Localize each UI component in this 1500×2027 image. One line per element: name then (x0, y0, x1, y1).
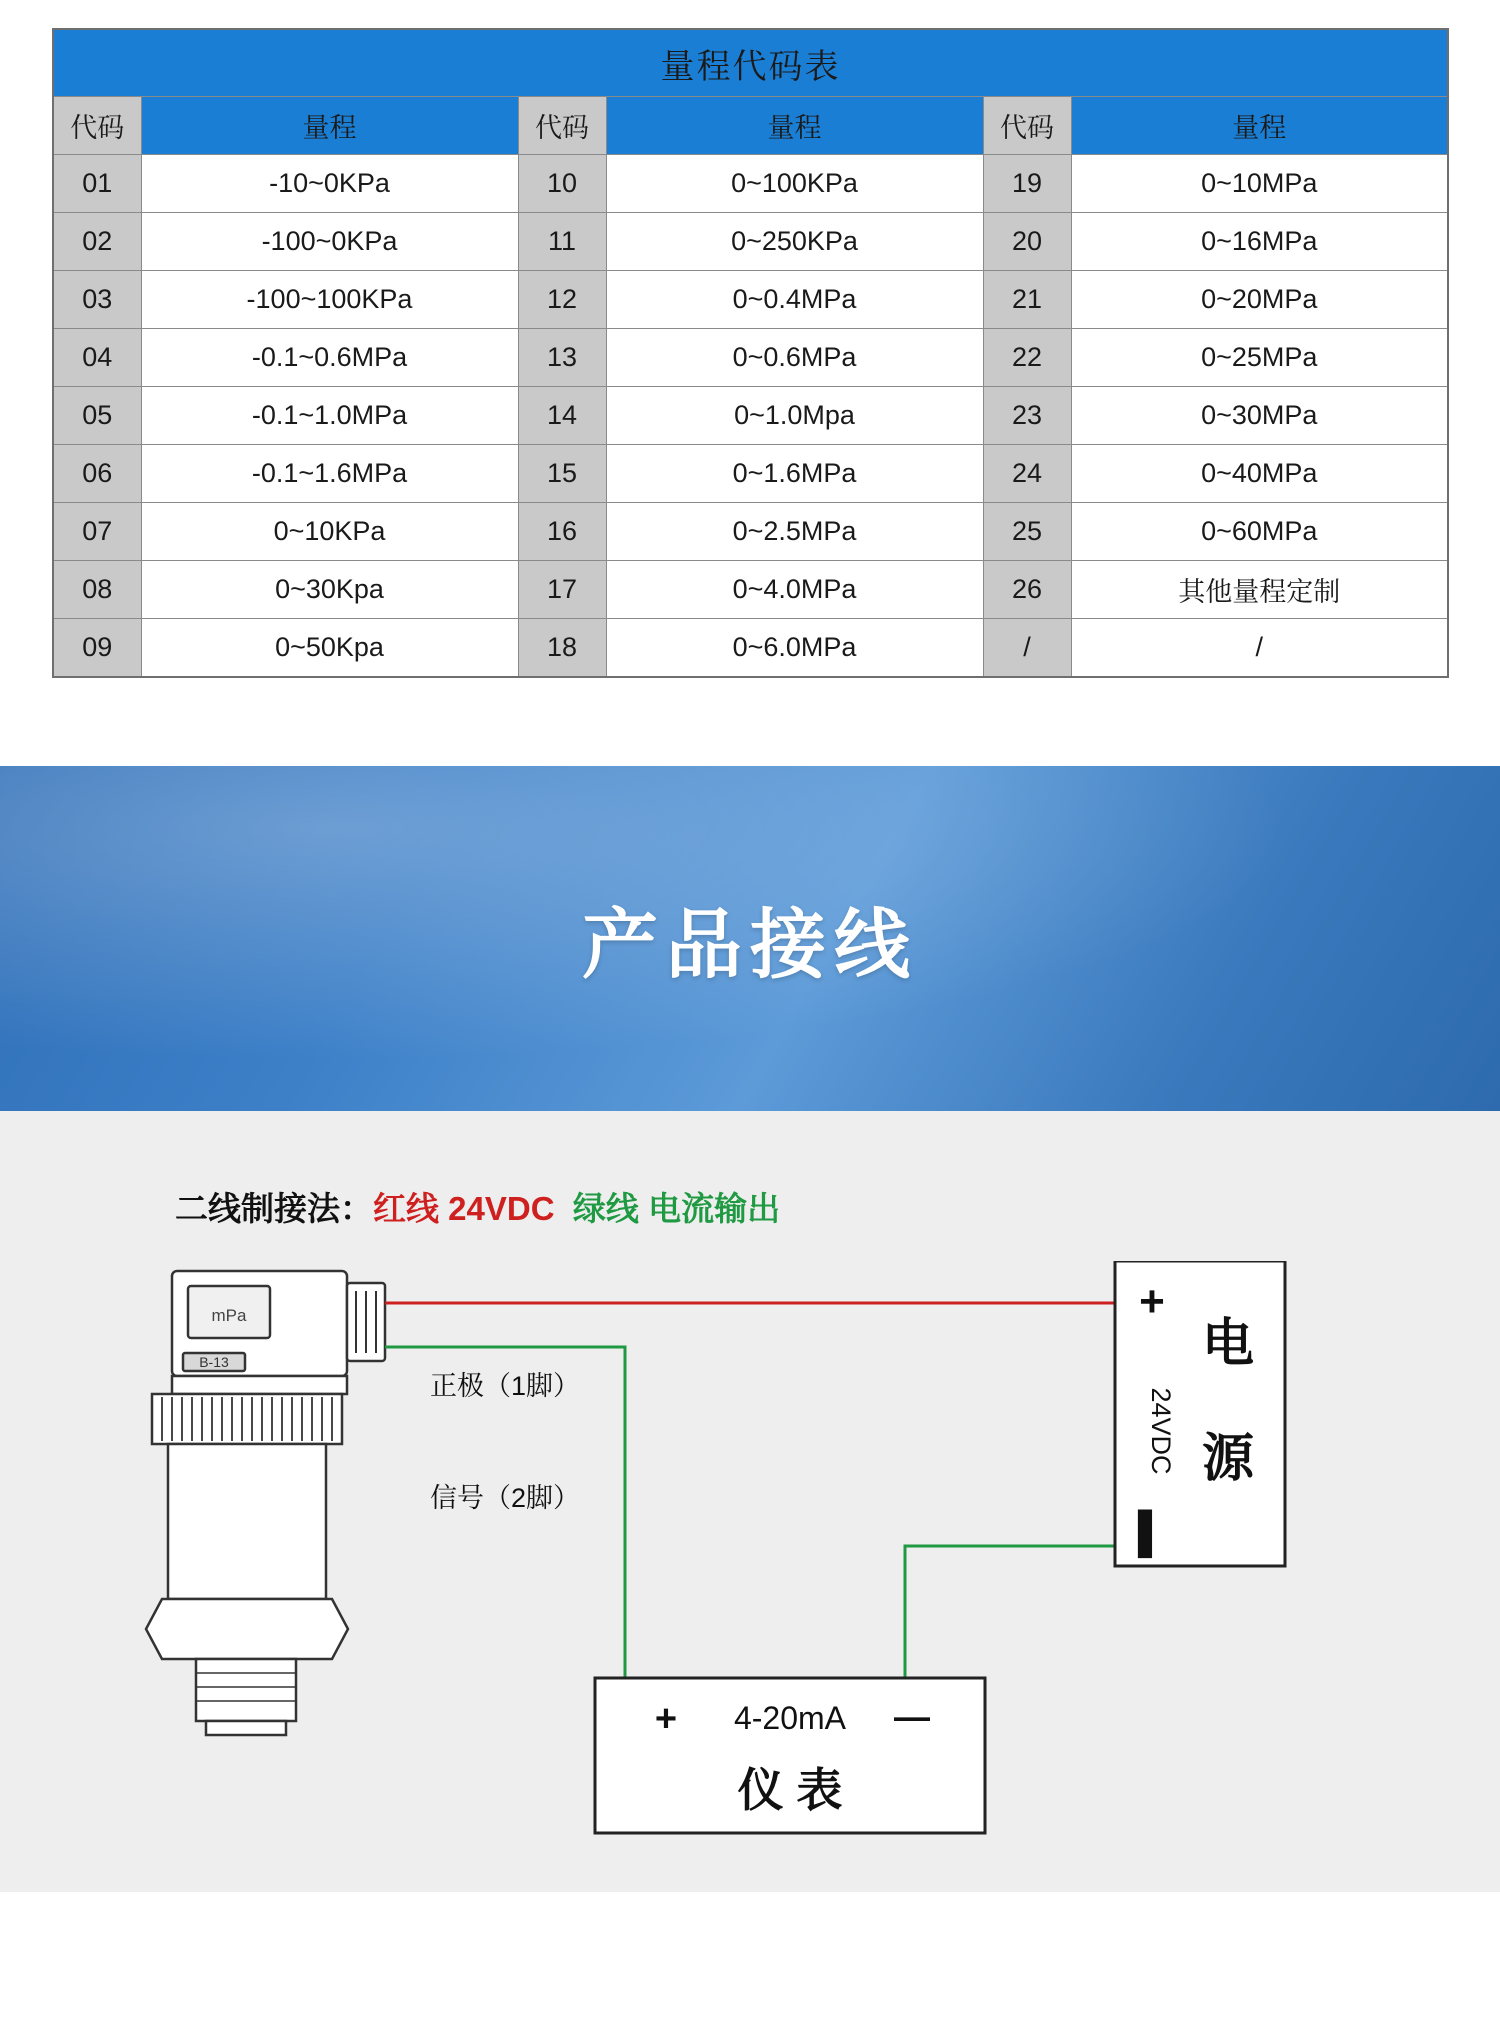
wiring-diagram (0, 1261, 1500, 1891)
table-title: 量程代码表 (53, 29, 1448, 97)
cell-code: 21 (983, 271, 1071, 329)
wiring-caption-red: 红线 24VDC (373, 1190, 555, 1227)
table-row (53, 329, 1448, 387)
cell-code: 22 (983, 329, 1071, 387)
cell-range: 其他量程定制 (1071, 561, 1448, 619)
meter-plus-symbol: + (654, 1698, 678, 1740)
cell-range: 0~40MPa (1071, 445, 1448, 503)
cell-code: 25 (983, 503, 1071, 561)
power-voltage-label: 24VDC (1146, 1387, 1176, 1475)
wiring-caption-green: 绿线 电流输出 (572, 1190, 781, 1227)
range-code-table-section (0, 0, 1500, 678)
label-positive-pin: 正极（1脚） (430, 1371, 581, 1401)
sensor-knurled-ring (152, 1394, 342, 1444)
sensor-thread (196, 1659, 296, 1721)
cell-range: 0~25MPa (1071, 329, 1448, 387)
cell-range: -0.1~0.6MPa (141, 329, 518, 387)
cell-range: -100~100KPa (141, 271, 518, 329)
header-code-3: 代码 (983, 97, 1071, 155)
cell-range: 0~100KPa (606, 155, 983, 213)
cell-range: 0~60MPa (1071, 503, 1448, 561)
cell-range: 0~1.0Mpa (606, 387, 983, 445)
sensor-hex-nut (146, 1599, 348, 1659)
cell-range: 0~50Kpa (141, 619, 518, 678)
section-banner (0, 766, 1500, 1111)
sensor-nameplate-text: B-13 (199, 1354, 229, 1370)
power-supply-box (1115, 1261, 1285, 1566)
cell-code: 05 (53, 387, 141, 445)
cell-range: / (1071, 619, 1448, 678)
header-code-2: 代码 (518, 97, 606, 155)
cell-code: 16 (518, 503, 606, 561)
range-code-table (52, 28, 1449, 678)
table-title-row (53, 29, 1448, 97)
sensor-tip (206, 1721, 286, 1735)
cell-code: 08 (53, 561, 141, 619)
cell-code: 01 (53, 155, 141, 213)
cell-range: 0~30MPa (1071, 387, 1448, 445)
cell-code: 03 (53, 271, 141, 329)
power-minus-symbol: ▌ (1137, 1511, 1167, 1555)
sensor-neck (172, 1376, 347, 1394)
cell-range: 0~16MPa (1071, 213, 1448, 271)
cell-code: 12 (518, 271, 606, 329)
cell-range: 0~10MPa (1071, 155, 1448, 213)
cell-range: 0~10KPa (141, 503, 518, 561)
power-title-char-2: 源 (1201, 1430, 1255, 1488)
cell-range: 0~1.6MPa (606, 445, 983, 503)
wiring-caption (175, 1183, 780, 1230)
table-row (53, 445, 1448, 503)
header-code-1: 代码 (53, 97, 141, 155)
wiring-caption-label: 二线制接法： (175, 1190, 373, 1227)
cell-code: 26 (983, 561, 1071, 619)
green-wire-return (905, 1546, 1115, 1678)
table-row (53, 271, 1448, 329)
cell-range: -10~0KPa (141, 155, 518, 213)
cell-code: 14 (518, 387, 606, 445)
header-range-2: 量程 (606, 97, 983, 155)
cell-range: 0~0.4MPa (606, 271, 983, 329)
cell-code: 13 (518, 329, 606, 387)
table-row (53, 213, 1448, 271)
header-range-1: 量程 (141, 97, 518, 155)
cell-code: / (983, 619, 1071, 678)
cell-code: 02 (53, 213, 141, 271)
green-wire-signal (385, 1347, 625, 1678)
cell-range: 0~0.6MPa (606, 329, 983, 387)
table-row (53, 619, 1448, 678)
sensor-display-text: mPa (211, 1306, 247, 1325)
cell-range: 0~2.5MPa (606, 503, 983, 561)
table-row (53, 387, 1448, 445)
pressure-sensor-illustration (146, 1271, 385, 1735)
cell-code: 20 (983, 213, 1071, 271)
cell-range: 0~30Kpa (141, 561, 518, 619)
power-title-char-1: 电 (1201, 1315, 1255, 1373)
meter-minus-symbol: — (894, 1696, 930, 1737)
cell-code: 17 (518, 561, 606, 619)
cell-code: 15 (518, 445, 606, 503)
power-plus-symbol: + (1139, 1277, 1165, 1326)
table-row (53, 155, 1448, 213)
cell-range: 0~6.0MPa (606, 619, 983, 678)
cell-code: 19 (983, 155, 1071, 213)
cell-range: 0~250KPa (606, 213, 983, 271)
cell-range: -0.1~1.0MPa (141, 387, 518, 445)
cell-code: 24 (983, 445, 1071, 503)
meter-box (595, 1678, 985, 1833)
table-row (53, 561, 1448, 619)
banner-title: 产品接线 (582, 903, 918, 988)
cell-range: -100~0KPa (141, 213, 518, 271)
sensor-barrel (168, 1444, 326, 1599)
meter-title: 仪 表 (737, 1764, 843, 1816)
cell-code: 09 (53, 619, 141, 678)
table-header-row (53, 97, 1448, 155)
wiring-section (0, 1111, 1500, 1892)
table-row (53, 503, 1448, 561)
cell-range: 0~20MPa (1071, 271, 1448, 329)
cell-code: 11 (518, 213, 606, 271)
header-range-3: 量程 (1071, 97, 1448, 155)
cell-range: -0.1~1.6MPa (141, 445, 518, 503)
cell-code: 07 (53, 503, 141, 561)
cell-code: 10 (518, 155, 606, 213)
cell-code: 06 (53, 445, 141, 503)
cell-code: 04 (53, 329, 141, 387)
label-signal-pin: 信号（2脚） (430, 1483, 581, 1513)
cell-code: 18 (518, 619, 606, 678)
cell-code: 23 (983, 387, 1071, 445)
cell-range: 0~4.0MPa (606, 561, 983, 619)
meter-current-label: 4-20mA (733, 1700, 847, 1736)
